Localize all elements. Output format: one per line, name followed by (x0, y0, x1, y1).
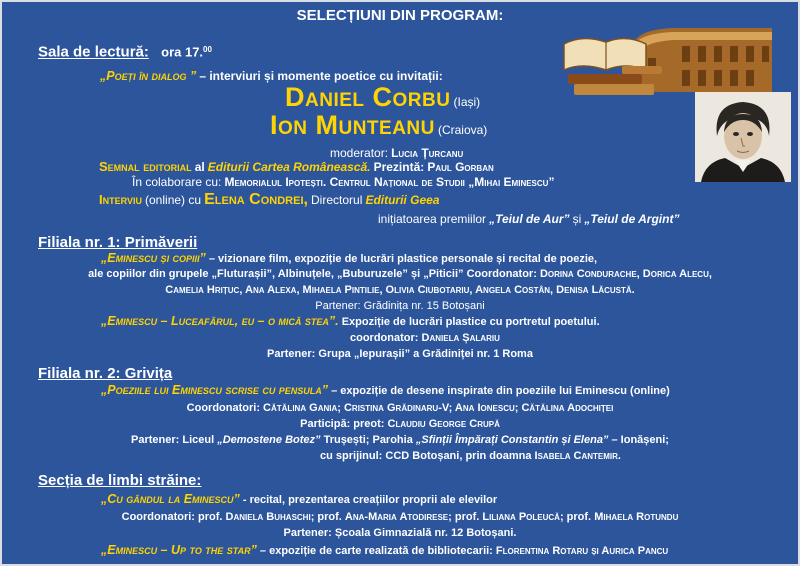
f1-ev1-desc: – vizionare film, expoziție de lucrări plastice personale și recital de poezie, (208, 253, 598, 265)
moderator-label: moderator: (330, 146, 389, 160)
interviu-and: și (572, 212, 582, 226)
s-ev2-line (101, 544, 668, 558)
f1-ev1-line2 (2, 268, 798, 281)
eminescu-portrait (695, 92, 791, 182)
semnal-prezinta: Prezintă: (373, 160, 425, 174)
interviu-guest: Elena Condrei, (204, 191, 308, 208)
sala-line (38, 43, 212, 62)
colab-value: Memorialul Ipotești. Centrul Național de Studii „Mihai Eminescu” (224, 175, 555, 189)
s-ev1-desc: - recital, prezentarea creațiilor proprii ale elevilor (242, 494, 498, 506)
filiala1-title: Filiala nr. 1: Primăverii (38, 234, 198, 251)
interviu-prize2: „Teiul de Argint” (584, 212, 680, 226)
s-coord3: Liliana Poleucă (482, 511, 560, 523)
f1-ev1-line (101, 252, 597, 266)
guest2-name: Ion Munteanu (270, 110, 435, 140)
f1-ev1-groups: ale copiilor din grupele „Fluturașii”, Albinuțele, „Buburuzele” și „Piticii” Coordonator: (88, 268, 537, 280)
interviu-line2 (378, 212, 679, 227)
f2-partner-a: Partener: Liceul (131, 434, 215, 446)
interviu-publisher: Editurii Geea (365, 193, 440, 207)
guest1-city: (Iași) (453, 95, 481, 109)
f1-ev2-desc: Expoziție de lucrări plastice cu portretul poetului. (341, 316, 600, 328)
moderator-name: Lucia Țurcanu (391, 146, 464, 160)
s-coord1: Daniela Buhaschi (225, 511, 311, 523)
f1-ev1-coord-a: Dorina Condurache, Dorica Alecu, (539, 268, 712, 280)
f2-partner-b: Trușești; Parohia (323, 434, 413, 446)
books-building-illustration (562, 22, 782, 102)
guest2-city: (Craiova) (437, 123, 488, 137)
interviu-online: (online) cu (145, 193, 202, 207)
f1-ev1-title: „Eminescu și copiii” (101, 251, 206, 265)
filiala2-title: Filiala nr. 2: Grivița (38, 365, 173, 382)
f2-coord-line (2, 402, 798, 415)
sala-time: ora 17. (161, 44, 204, 60)
f1-ev2-title: „Eminescu – Luceafărul, eu – o mică stea”. (101, 314, 339, 328)
poeti-desc: – interviuri și momente poetice cu invitații: (199, 69, 443, 83)
interviu-line (99, 191, 439, 210)
colab-label: În colaborare cu: (132, 175, 222, 189)
f1-ev2-coord-name: Daniela Șalariu (421, 332, 500, 344)
s-ev1-line (101, 493, 497, 507)
f2-participa-name: Claudiu George Crupă (387, 418, 500, 430)
f2-partner-school: „Demostene Botez” (217, 434, 321, 446)
semnal-presenter: Paul Gorban (427, 160, 494, 174)
sectia-title: Secția de limbi străine: (38, 472, 202, 489)
s-coord-line (2, 511, 798, 524)
s-coord2: Ana-Maria Atodirese (344, 511, 449, 523)
guest1-name: Daniel Corbu (285, 82, 451, 112)
s-ev2-names: Florentina Rotaru și Aurica Pancu (495, 545, 669, 557)
interviu-line2-text: inițiatoarea premiilor (378, 212, 487, 226)
f2-participa-line (2, 418, 798, 431)
f2-coord-names: Cătălina Gania; Cristina Grădinaru-V; Ana Ionescu; Cătălina Adochiței (263, 402, 614, 414)
s-coord-label: Coordonatori: prof. (121, 511, 223, 523)
f1-ev1-coord-b: Camelia Hrițuc, Ana Alexa, Mihaela Pintilie, Olivia Ciubotariu, Angela Costân, Denisa Lăcustă. (165, 284, 635, 296)
s-partner: Partener: Școala Gimnazială nr. 12 Botoșani. (283, 527, 517, 539)
f2-ev-title: „Poeziile lui Eminescu scrise cu pensula” (101, 383, 329, 397)
s-ev2-desc: – expoziție de carte realizată de bibliotecarii: (259, 545, 493, 557)
f2-support-line (320, 450, 621, 463)
f2-support-name: Isabela Cantemir. (534, 450, 621, 462)
f2-partner-parish: „Sfinții Împărați Constantin și Elena” (415, 434, 609, 446)
f1-ev1-partner: Partener: Grădinița nr. 15 Botoșani (315, 300, 485, 312)
interviu-prize1: „Teiul de Aur” (489, 212, 570, 226)
f1-ev2-coord-line (350, 332, 500, 345)
s-sep3: ; prof. (559, 511, 592, 523)
interviu-role: Directorul (311, 193, 363, 207)
f1-ev2-coord-label: coordonator: (350, 332, 419, 344)
semnal-line (99, 160, 494, 175)
poster-header: SELECȚIUNI DIN PROGRAM: (296, 7, 504, 24)
f2-participa-label: Participă: preot: (300, 418, 385, 430)
sala-title: Sala de lectură: (38, 43, 149, 61)
f1-ev2-line (101, 315, 600, 329)
f2-support-a: cu sprijinul: CCD Botoșani, prin doamna (320, 450, 532, 462)
s-coord4: Mihaela Rotundu (594, 511, 679, 523)
sala-time-minutes: 00 (203, 45, 212, 54)
s-ev2-title: „Eminescu – Up to the star” (101, 543, 257, 557)
guest2-line (270, 110, 487, 146)
f2-coord-label: Coordonatori: (186, 402, 260, 414)
f2-ev-line (101, 384, 670, 398)
interviu-title: Interviu (99, 192, 142, 207)
semnal-publisher: Editurii Cartea Românească. (207, 160, 371, 174)
semnal-title: Semnal editorial (99, 159, 192, 174)
s-sep2: ; prof. (448, 511, 480, 523)
s-ev1-title: „Cu gândul la Eminescu” (101, 492, 240, 506)
f1-ev2-partner: Partener: Grupa „Iepurașii” a Grădiniței nr. 1 Roma (267, 348, 533, 360)
moderator-line (330, 146, 463, 161)
f2-partner-c: – Ionășeni; (611, 434, 669, 446)
f2-ev-desc: – expoziție de desene inspirate din poeziile lui Eminescu (online) (331, 385, 670, 397)
s-sep1: ; prof. (310, 511, 342, 523)
poeti-title: „Poeți în dialog ” (100, 69, 197, 83)
colab-line (132, 175, 554, 190)
f2-partner-line (2, 434, 798, 447)
semnal-al: al (194, 160, 205, 174)
